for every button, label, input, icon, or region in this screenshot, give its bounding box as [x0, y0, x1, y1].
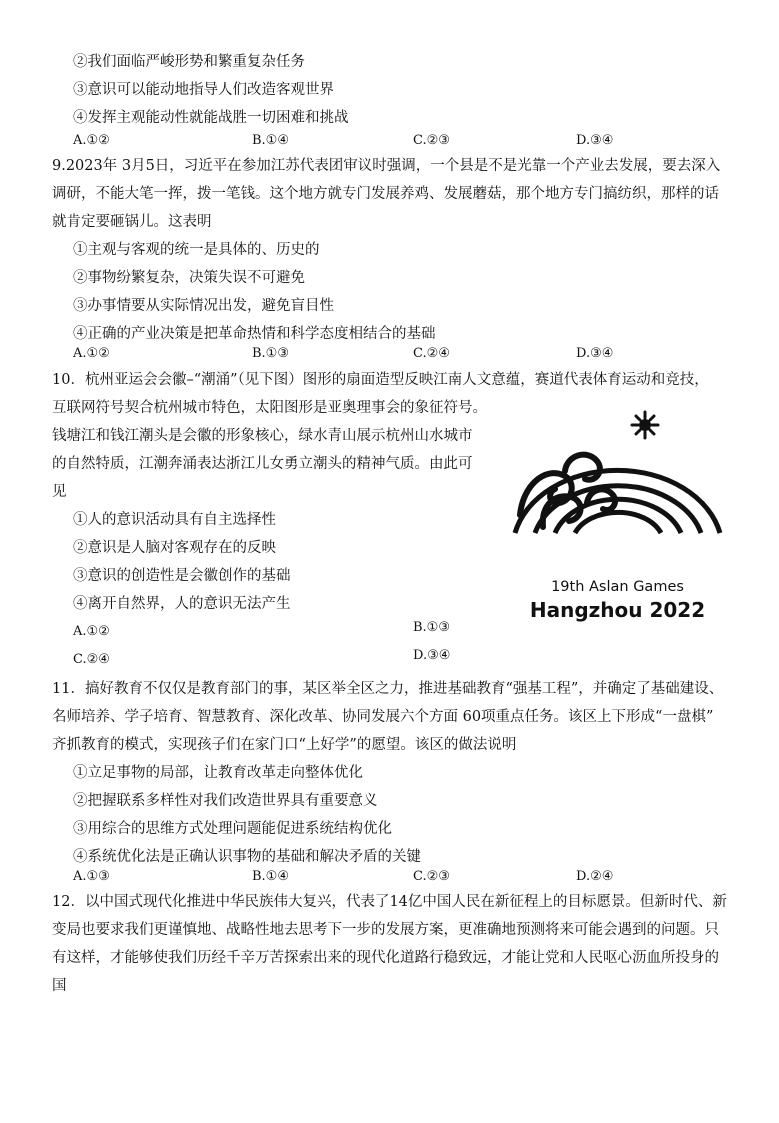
q11-statement-2: ②把握联系多样性对我们改造世界具有重要意义 — [73, 793, 378, 809]
logo-graphic — [505, 405, 730, 630]
q9-stem-line-2: 调研，不能大笔一挥，拨一笔钱。这个地方就专门发展养鸡、发展蘑菇，那个地方专门搞纺织，那样的话 — [52, 186, 719, 202]
q12-stem-line-1: 12．以中国式现代化推进中华民族伟大复兴，代表了14亿中国人民在新征程上的目标愿景。但新时代、新 — [52, 894, 727, 910]
q11-option-b: B.①④ — [252, 869, 289, 884]
q12-stem-line-3: 有这样，才能够使我们历经千辛万苦探索出来的现代化道路行稳致远，才能让党和人民呕心沥血所投身的 — [52, 950, 719, 966]
q9-option-b: B.①③ — [252, 346, 289, 361]
q11-option-a: A.①③ — [73, 869, 110, 884]
logo-caption-line-2: Hangzhou 2022 — [529, 598, 706, 622]
q11-stem-line-1: 11．搞好教育不仅仅是教育部门的事，某区举全区之力，推进基础教育“强基工程”，并确定了基础建设、 — [52, 681, 724, 697]
q10-statement-3: ③意识的创造性是会徽创作的基础 — [73, 568, 291, 584]
q11-stem-line-3: 齐抓教育的模式，实现孩子们在家门口“上好学”的愿望。该区的做法说明 — [52, 737, 517, 753]
q8-statement-2: ②我们面临严峻形势和繁重复杂任务 — [73, 54, 305, 70]
q8-option-d: D.③④ — [576, 133, 614, 148]
q8-statement-3: ③意识可以能动地指导人们改造客观世界 — [73, 82, 334, 98]
q9-option-c: C.②④ — [413, 346, 450, 361]
q10-stem-line-1: 10．杭州亚运会会徽–“潮涌”（见下图）图形的扇面造型反映江南人文意蕴，赛道代表体育运动和竞技， — [52, 372, 709, 388]
logo-caption-line-1: 19th Aslan Games — [551, 579, 684, 595]
q10-statement-2: ②意识是人脑对客观存在的反映 — [73, 540, 276, 556]
q11-option-d: D.②④ — [576, 869, 614, 884]
q9-option-d: D.③④ — [576, 346, 614, 361]
q9-stem-line-3: 就肯定要砸锅儿。这表明 — [52, 214, 212, 230]
q10-statement-1: ①人的意识活动具有自主选择性 — [73, 512, 276, 528]
q9-stem-line-1: 9.2023年 3月5日，习近平在参加江苏代表团审议时强调，一个县是不是光靠一个产业去发展，要去深入 — [52, 158, 721, 174]
q8-option-c: C.②③ — [413, 133, 450, 148]
q10-option-a: A.①② — [73, 624, 110, 639]
q9-statement-3: ③办事情要从实际情况出发，避免盲目性 — [73, 298, 334, 314]
q11-statement-3: ③用综合的思维方式处理问题能促进系统结构优化 — [73, 821, 392, 837]
asian-games-logo — [505, 405, 730, 630]
q9-statement-1: ①主观与客观的统一是具体的、历史的 — [73, 242, 320, 258]
sun-burst-icon — [632, 412, 658, 438]
q10-option-c: C.②④ — [73, 652, 110, 667]
q8-option-b: B.①④ — [252, 133, 289, 148]
q8-statement-4: ④发挥主观能动性就能战胜一切困难和挑战 — [73, 110, 349, 126]
q10-stem-line-2: 互联网符号契合杭州城市特色，太阳图形是亚奥理事会的象征符号。 — [52, 400, 487, 416]
q12-stem-line-2: 变局也要求我们更谨慎地、战略性地去思考下一步的发展方案，更准确地预测将来可能会遇到的问题。只 — [52, 922, 719, 938]
q11-statement-1: ①立足事物的局部，让教育改革走向整体优化 — [73, 765, 363, 781]
q10-stem-line-3: 钱塘江和钱江潮头是会徽的形象核心，绿水青山展示杭州山水城市 — [52, 428, 473, 444]
q9-statement-2: ②事物纷繁复杂，决策失误不可避免 — [73, 270, 305, 286]
q10-statement-4: ④离开自然界，人的意识无法产生 — [73, 596, 291, 612]
q8-option-a: A.①② — [73, 133, 110, 148]
q10-option-d: D.③④ — [413, 648, 451, 663]
q11-option-c: C.②③ — [413, 869, 450, 884]
q11-stem-line-2: 名师培养、学子培育、智慧教育、深化改革、协同发展六个方面 60项重点任务。该区上下形成“一盘棋” — [52, 709, 714, 725]
q10-stem-line-5: 见 — [52, 484, 67, 500]
q9-option-a: A.①② — [73, 346, 110, 361]
q11-statement-4: ④系统优化法是正确认识事物的基础和解决矛盾的关键 — [73, 849, 421, 865]
q9-statement-4: ④正确的产业决策是把革命热情和科学态度相结合的基础 — [73, 326, 436, 342]
q10-stem-line-4: 的自然特质，江潮奔涌表达浙江儿女勇立潮头的精神气质。由此可 — [52, 456, 473, 472]
q10-option-b: B.①③ — [413, 620, 450, 635]
q12-stem-line-4: 国 — [52, 978, 67, 994]
